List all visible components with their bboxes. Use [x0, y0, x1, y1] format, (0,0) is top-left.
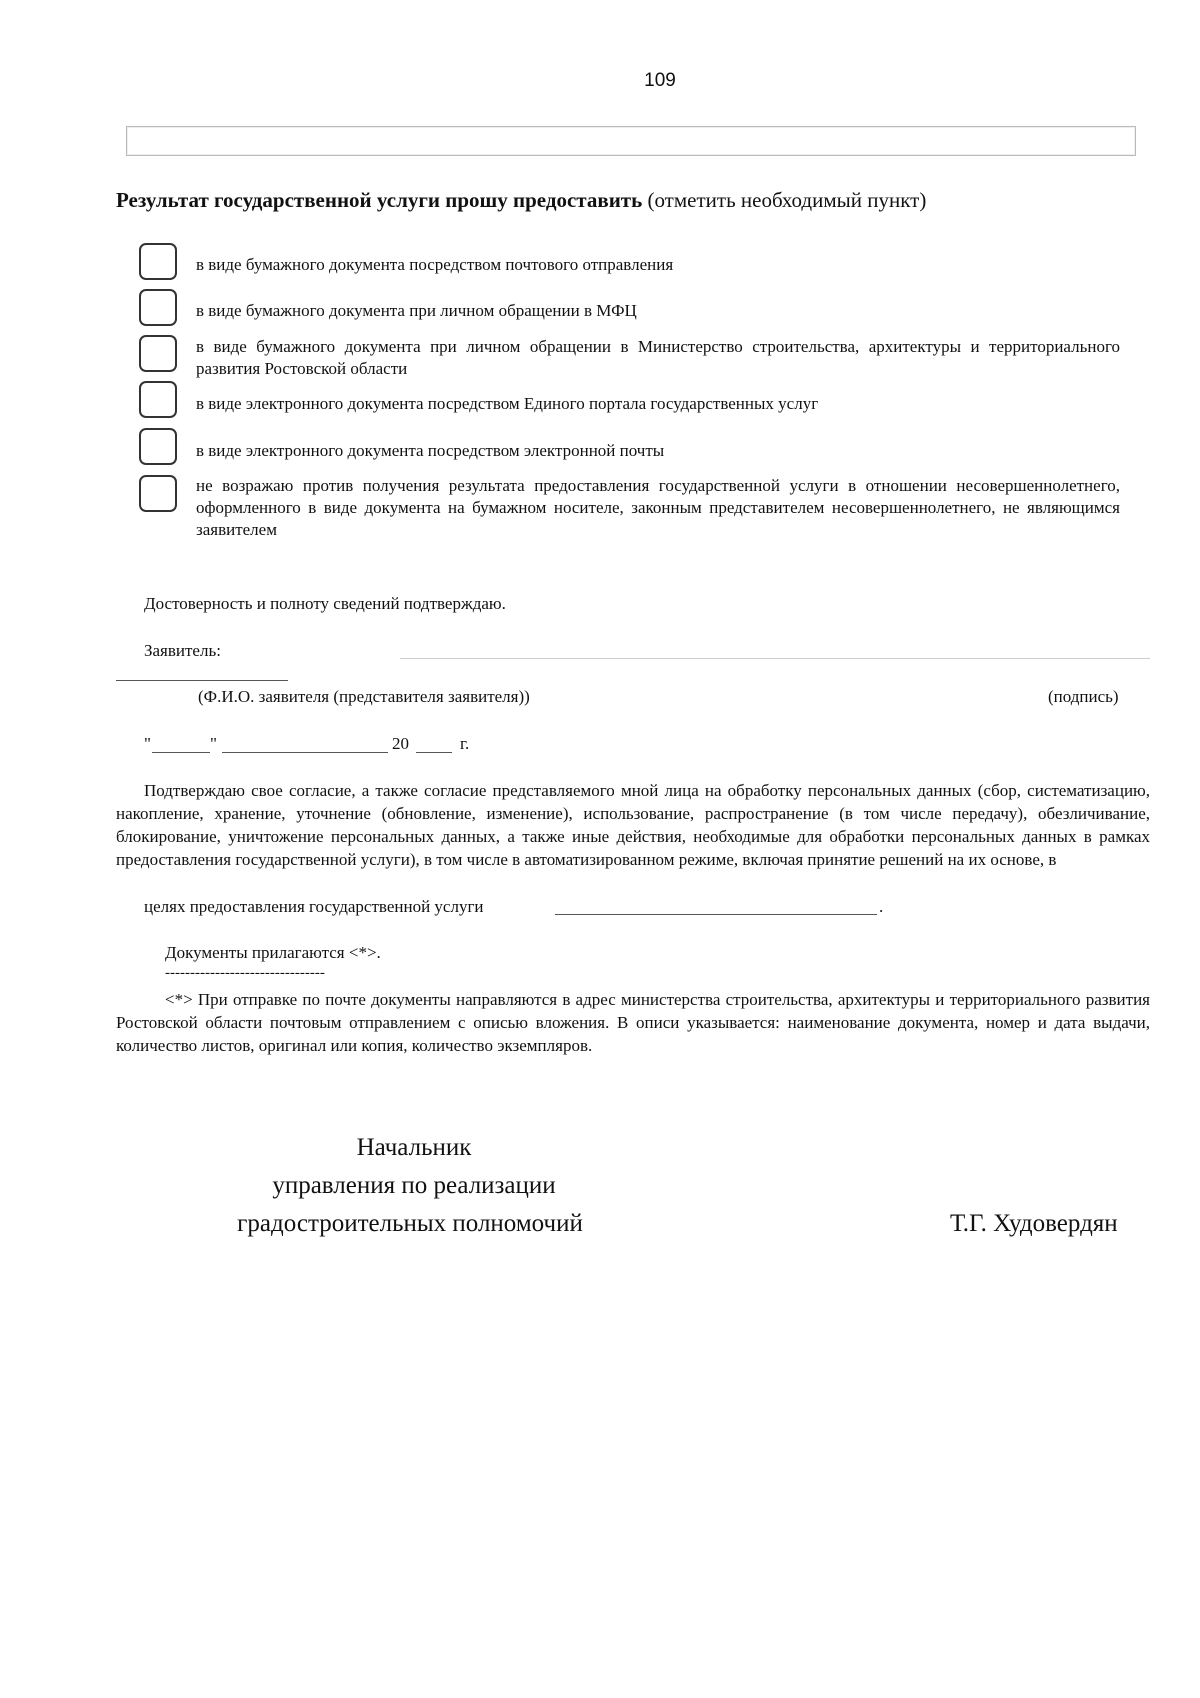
option-email: в виде электронного документа посредством электронной почты	[196, 441, 665, 460]
consent-end: .	[879, 897, 884, 916]
date-day-line[interactable]	[152, 752, 210, 753]
signatory-title-1: Начальник	[356, 1134, 472, 1161]
page-number: 109	[644, 70, 676, 91]
header-field-box[interactable]	[126, 126, 1136, 156]
date-year-prefix: 20	[392, 734, 409, 753]
signatory-name: Т.Г. Худовердян	[950, 1210, 1118, 1237]
applicant-label: Заявитель:	[144, 641, 221, 660]
section-heading	[116, 188, 926, 213]
consent-purpose-line[interactable]	[555, 914, 877, 915]
footnote: <*> При отправке по почте документы направляются в адрес министерства строительства, архитектуры и территориального развития Ростовской области почтовым отправлением с описью вложения. В описи указывается: наименование документа, номер и дата выдачи, количество листов, оригинал или копия, количество экземпляров.	[116, 990, 1150, 1055]
signatory-title-2: управления по реализации	[272, 1172, 556, 1199]
checkbox-epgu[interactable]	[139, 381, 177, 418]
checkbox-email[interactable]	[139, 428, 177, 465]
date-year-suffix: г.	[460, 734, 470, 753]
date-month-line[interactable]	[222, 752, 388, 753]
heading-note: (отметить необходимый пункт)	[647, 188, 927, 212]
heading-bold: Результат государственной услуги прошу предоставить	[116, 188, 643, 212]
option-no-objection: не возражаю против получения результата предоставления государственной услуги в отношении несовершеннолетнего, оформленного в виде документа на бумажном носителе, законным представителем несовершеннолетнего, не являющимся заявителем	[196, 476, 1120, 539]
option-postal: в виде бумажного документа посредством почтового отправления	[196, 255, 674, 274]
dash-separator: --------------------------------	[165, 965, 325, 981]
option-mfc: в виде бумажного документа при личном обращении в МФЦ	[196, 301, 637, 320]
checkbox-mfc[interactable]	[139, 289, 177, 326]
date-quote-open: "	[144, 734, 151, 753]
fio-caption: (Ф.И.О. заявителя (представителя заявителя))	[198, 687, 530, 706]
consent-paragraph: Подтверждаю свое согласие, а также согласие представляемого мной лица на обработку персональных данных (сбор, систематизацию, накопление, хранение, уточнение (обновление, изменение), использование, распространение (в том числе передачу), обезличивание, блокирование, уничтожение персональных данных, а также иные действия, необходимые для обработки персональных данных в рамках предоставления государственной услуги), в том числе в автоматизированном режиме, включая принятие решений на их основе, в	[116, 781, 1150, 869]
consent-tail: целях предоставления государственной услуги	[144, 897, 484, 916]
checkbox-no-objection[interactable]	[139, 475, 177, 512]
confirm-text: Достоверность и полноту сведений подтверждаю.	[144, 594, 506, 613]
signatory-title-3: градостроительных полномочий	[237, 1210, 583, 1237]
documents-attached: Документы прилагаются <*>.	[165, 943, 381, 962]
option-ministry: в виде бумажного документа при личном обращении в Министерство строительства, архитектуры и территориального развития Ростовской области	[196, 337, 1120, 378]
date-year-line[interactable]	[416, 752, 452, 753]
checkbox-postal[interactable]	[139, 243, 177, 280]
short-line	[116, 680, 288, 681]
checkbox-ministry[interactable]	[139, 335, 177, 372]
option-epgu: в виде электронного документа посредством Единого портала государственных услуг	[196, 394, 819, 413]
date-quote-close: "	[210, 734, 217, 753]
applicant-line[interactable]	[400, 658, 1150, 659]
signature-caption: (подпись)	[1048, 687, 1119, 706]
